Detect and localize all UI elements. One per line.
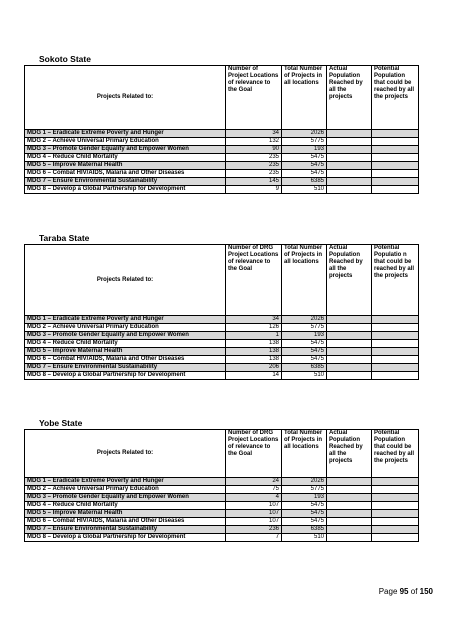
header-actual: Actual Population Reached by all the projects: [327, 430, 372, 478]
header-actual: Actual Population Reached by all the projects: [327, 245, 372, 316]
table-row: MDG 3 – Promote Gender Equality and Empower Women 4 193: [25, 494, 419, 502]
table-row: MDG 6 – Combat HIV/AIDS, Malaria and Other Diseases 107 5475: [25, 518, 419, 526]
sokoto-table: [24, 65, 419, 194]
table-row: MDG 1 – Eradicate Extreme Poverty and Hunger 34 2026: [25, 316, 419, 324]
header-actual: Actual Population Reached by all the projects: [327, 66, 372, 130]
header-total: Total Number of Projects in all locations: [282, 66, 327, 130]
page-number: Page 95 of 150: [378, 587, 433, 596]
table-row: MDG 3 – Promote Gender Equality and Empower Women 90 193: [25, 146, 419, 154]
state-title: Yobe State: [39, 418, 83, 428]
table-row: MDG 1 – Eradicate Extreme Poverty and Hunger 34 2026: [25, 130, 419, 138]
state-title: Sokoto State: [39, 54, 91, 64]
table-row: MDG 4 – Reduce Child Mortality 235 5475: [25, 154, 419, 162]
taraba-table: [24, 244, 419, 380]
table-row: MDG 7 – Ensure Environmental Sustainability 206 6385: [25, 364, 419, 372]
table-row: MDG 3 – Promote Gender Equality and Empower Women 1 193: [25, 332, 419, 340]
sokoto-section: [24, 54, 419, 194]
table-row: MDG 8 – Develop a Global Partnership for Development 14 510: [25, 372, 419, 380]
header-locations: Number of Project Locations of relevance to the Goal: [226, 66, 282, 130]
header-row: [25, 66, 419, 130]
table-row: MDG 8 – Develop a Global Partnership for Development 7 510: [25, 534, 419, 542]
table-row: MDG 4 – Reduce Child Mortality 138 5475: [25, 340, 419, 348]
header-related: Projects Related to:: [25, 430, 226, 478]
header-potential: Potential Populatio n that could be reached by all the projects: [372, 245, 419, 316]
header-row: [25, 245, 419, 316]
table-row: MDG 4 – Reduce Child Mortality 107 5475: [25, 502, 419, 510]
state-title: Taraba State: [39, 233, 90, 243]
table-row: MDG 5 – Improve Maternal Health 107 5475: [25, 510, 419, 518]
header-total: Total Number of Projects in all locations: [282, 430, 327, 478]
table-row: MDG 1 – Eradicate Extreme Poverty and Hunger 24 2026: [25, 478, 419, 486]
header-total: Total Number of Projects in all locations: [282, 245, 327, 316]
yobe-table: [24, 429, 419, 542]
header-potential: Potential Population that could be reached by all the projects: [372, 430, 419, 478]
taraba-section: [24, 233, 419, 380]
table-row: MDG 2 – Achieve Universal Primary Education 132 5775: [25, 138, 419, 146]
table-row: MDG 5 – Improve Maternal Health 138 5475: [25, 348, 419, 356]
table-row: MDG 7 – Ensure Environmental Sustainability 145 6385: [25, 178, 419, 186]
table-row: MDG 8 – Develop a Global Partnership for Development 9 510: [25, 186, 419, 194]
header-locations: Number of DRG Project Locations of relevance to the Goal: [226, 245, 282, 316]
table-row: MDG 6 – Combat HIV/AIDS, Malaria and Other Diseases 235 5475: [25, 170, 419, 178]
header-locations: Number of DRG Project Locations of relevance to the Goal: [226, 430, 282, 478]
table-row: MDG 2 – Achieve Universal Primary Education 126 5775: [25, 324, 419, 332]
table-row: MDG 2 – Achieve Universal Primary Education 75 5775: [25, 486, 419, 494]
header-related: Projects Related to:: [25, 245, 226, 316]
table-row: MDG 5 – Improve Maternal Health 235 5475: [25, 162, 419, 170]
table-row: MDG 6 – Combat HIV/AIDS, Malaria and Other Diseases 138 5475: [25, 356, 419, 364]
yobe-section: [24, 418, 419, 542]
header-potential: Potential Population that could be reached by all the projects: [372, 66, 419, 130]
header-related: Projects Related to:: [25, 66, 226, 130]
header-row: [25, 430, 419, 478]
table-row: MDG 7 – Ensure Environmental Sustainability 236 6385: [25, 526, 419, 534]
